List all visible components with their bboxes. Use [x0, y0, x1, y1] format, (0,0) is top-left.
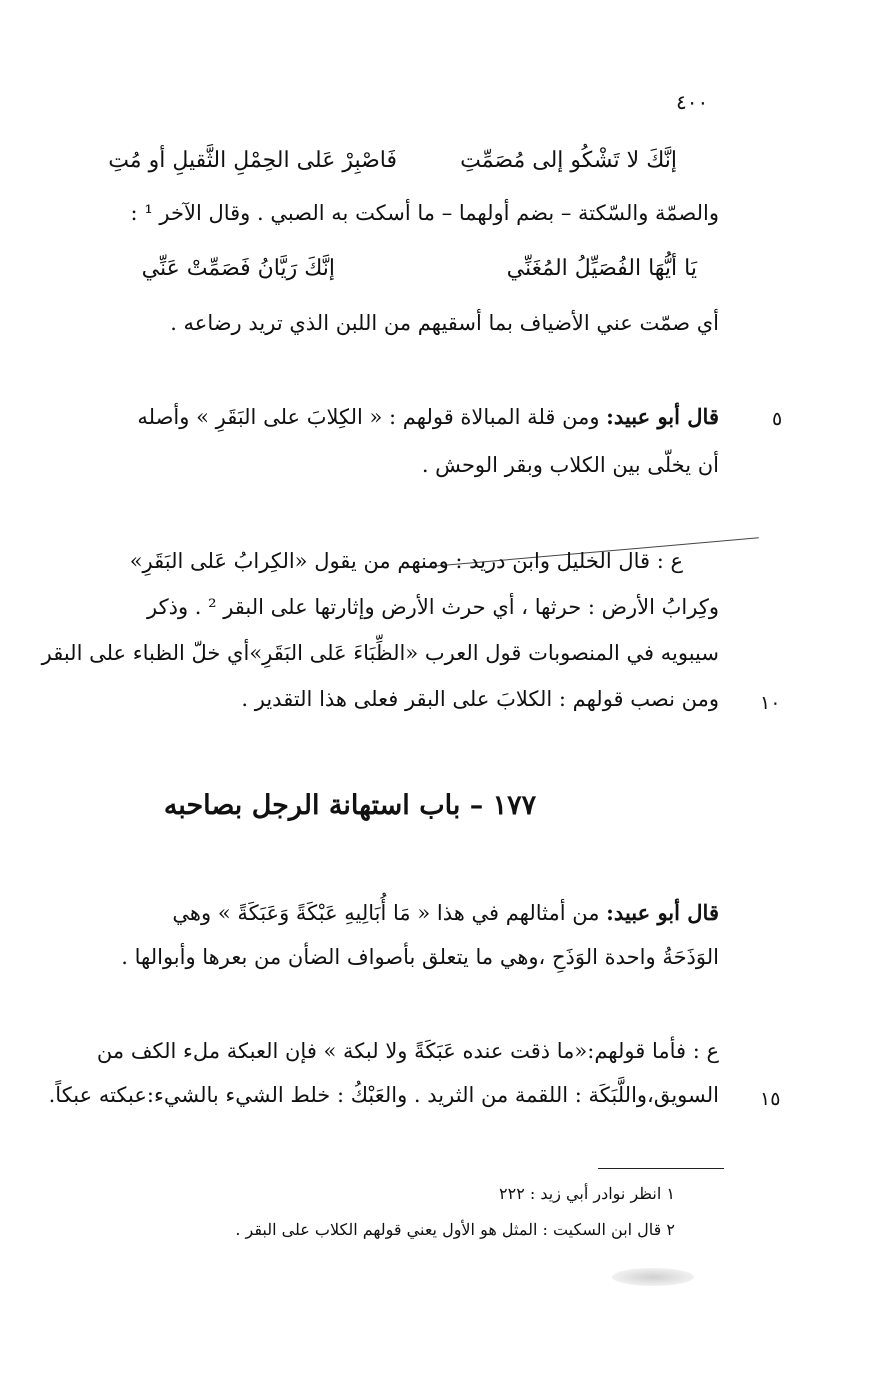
line-number: ١٥ [760, 1088, 781, 1110]
chapter-heading: ١٧٧ – باب استهانة الرجل بصاحبه [163, 790, 537, 821]
footnote-separator [598, 1168, 724, 1169]
scan-smudge [612, 1268, 694, 1286]
section-line [137, 404, 719, 430]
verse2-hemistich-b: إنَّكَ رَيَّانُ فَصَمِّتْ عَنِّي [141, 256, 335, 281]
verse1-hemistich-b: فَاصْبِرْ عَلى الحِمْلِ الثَّقيلِ أو مُتِ [108, 148, 397, 173]
note-line: ع : فأما قولهم:«ما ذقت عنده عَبَكَةً ولا لبكة » فإن العبكة ملء الكف من [96, 1039, 719, 1063]
note-line: ومن نصب قولهم : الكلابَ على البقر فعلى هذا التقدير . [241, 687, 719, 711]
speaker-label: قال أبو عبيد: [606, 404, 719, 429]
section-line [172, 900, 719, 926]
note-line: ع : قال الخليل وابن دريد : ومنهم من يقول «الكِرابُ عَلى البَقَرِ» [129, 549, 683, 573]
section-line: الوَذَحَةُ واحدة الوَذَحِ ،وهي ما يتعلق بأصواف الضأن من بعرها وأبوالها . [121, 945, 719, 969]
footnote: ٢ قال ابن السكيت : المثل هو الأول يعني قولهم الكلاب على البقر . [235, 1220, 675, 1239]
prose-line: أي صمّت عني الأضياف بما أسقيهم من اللبن الذي تريد رضاعه . [170, 311, 719, 335]
page-number: ٤٠٠ [676, 90, 709, 114]
prose-line: والصمّة والسّكتة – بضم أولهما – ما أسكت به الصبي . وقال الآخر ¹ : [130, 201, 719, 225]
line-number: ١٠ [760, 692, 781, 714]
note-line: السويق،واللَّبَكَة : اللقمة من الثريد . والعَبْكُ : خلط الشيء بالشيء:عبكته عبكاً. [48, 1083, 719, 1107]
section-line: أن يخلّى بين الكلاب وبقر الوحش . [421, 453, 719, 477]
footnote: ١ انظر نوادر أبي زيد : ٢٢٢ [499, 1184, 675, 1203]
verse1-hemistich-a: إنَّكَ لا تَشْكُو إلى مُصَمِّتِ [460, 148, 677, 173]
note-line: وكِرابُ الأرض : حرثها ، أي حرث الأرض وإثارتها على البقر ² . وذكر [147, 595, 719, 619]
section-text: من أمثالهم في هذا « مَا أُبَالِيهِ عَبْكَةً وَعَبَكَةً » وهي [172, 901, 600, 925]
line-number: ٥ [772, 408, 783, 430]
speaker-label: قال أبو عبيد: [606, 900, 719, 925]
note-line: سيبويه في المنصوبات قول العرب «الظِّبَاءَ عَلى البَقَرِ»أي خلّ الظباء على البقر [41, 641, 719, 665]
section-text: ومن قلة المبالاة قولهم : « الكِلابَ على البَقَرِ » وأصله [137, 405, 600, 429]
verse2-hemistich-a: يَا أيُّهَا الفُصَيِّلُ المُغَنِّي [506, 256, 697, 281]
